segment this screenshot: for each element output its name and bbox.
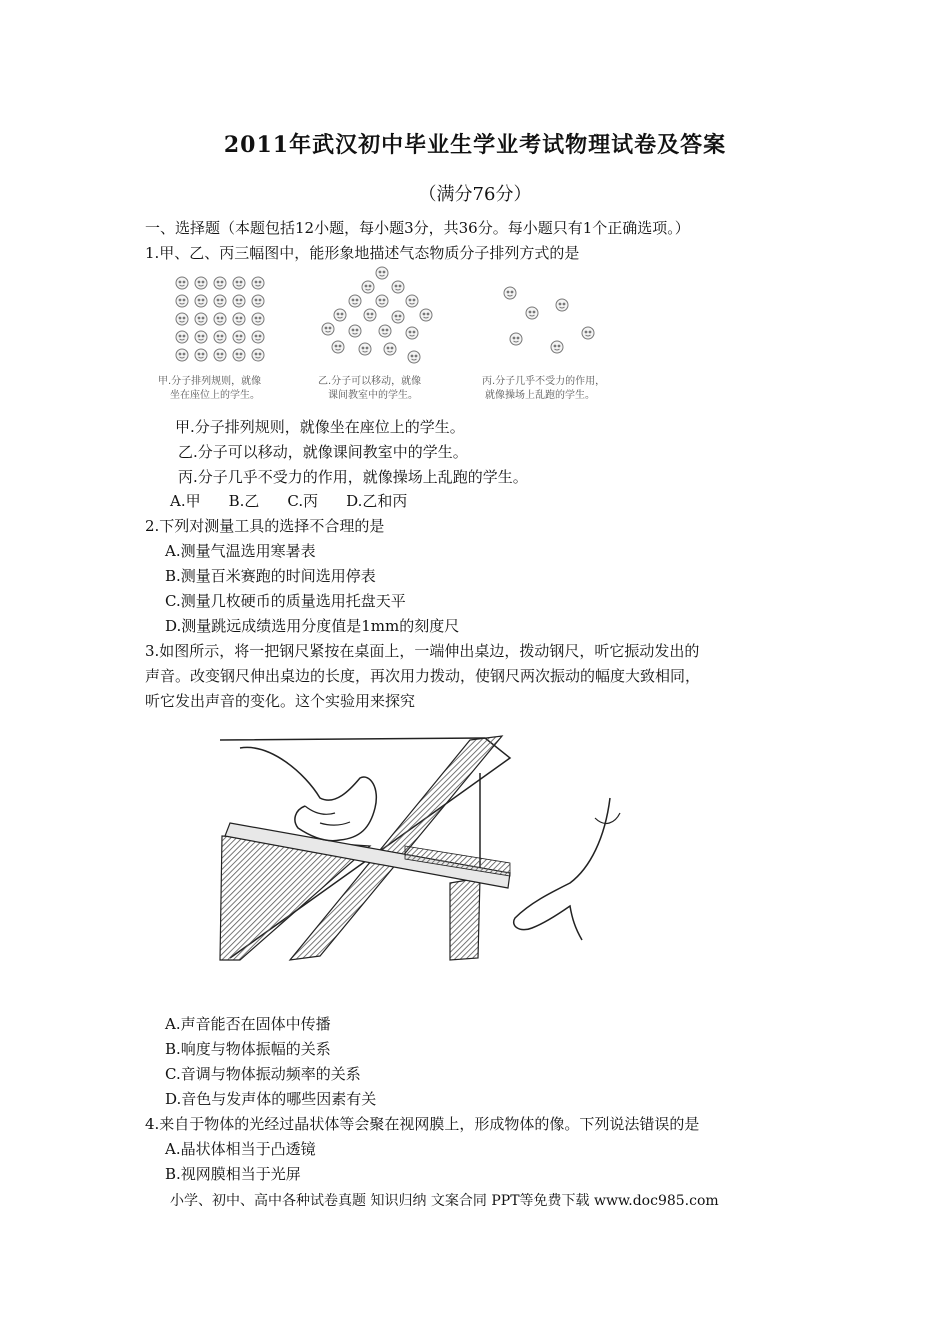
section-heading: 一、选择题（本题包括12小题，每小题3分，共36分。每小题只有1个正确选项。）: [145, 219, 690, 237]
molecule-grid-jia: [176, 277, 264, 361]
molecule-icon: [233, 295, 245, 307]
q3-option-a: A.声音能否在固体中传播: [165, 1015, 331, 1033]
table-leg: [450, 878, 480, 960]
q4-option-b: B.视网膜相当于光屏: [165, 1165, 301, 1183]
molecule-scatter-bing: [504, 287, 594, 353]
molecule-icon: [176, 331, 188, 343]
molecule-icon: [252, 331, 264, 343]
q1-options: [170, 491, 435, 511]
molecule-icon: [334, 309, 346, 321]
molecule-icon: [214, 313, 226, 325]
caption-bing-1: 丙.分子几乎不受力的作用，: [482, 376, 606, 387]
molecule-icon: [526, 307, 538, 319]
molecule-icon: [252, 295, 264, 307]
q2-stem: 2.下列对测量工具的选择不合理的是: [145, 517, 385, 535]
q2-option-a: A.测量气温选用寒暑表: [165, 542, 316, 560]
q2-option-c: C.测量几枚硬币的质量选用托盘天平: [165, 592, 406, 610]
molecule-icon: [195, 349, 207, 361]
molecule-icon: [233, 331, 245, 343]
molecule-icon: [349, 325, 361, 337]
q3-stem-line1: 3.如图所示，将一把钢尺紧按在桌面上，一端伸出桌边，拨动钢尺，听它振动发出的: [145, 642, 700, 660]
molecule-icon: [362, 281, 374, 293]
q1-option-c: C.丙: [287, 492, 319, 510]
q1-option-a: A.甲: [170, 492, 201, 510]
molecule-icon: [252, 313, 264, 325]
q3-option-d: D.音色与发声体的哪些因素有关: [165, 1090, 377, 1108]
molecule-icon: [195, 331, 207, 343]
molecule-icon: [376, 267, 388, 279]
molecule-icon: [420, 309, 432, 321]
molecule-cluster-yi: [322, 267, 432, 363]
page-title: 2011年武汉初中毕业生学业考试物理试卷及答案: [223, 132, 727, 158]
molecule-icon: [252, 277, 264, 289]
molecule-icon: [214, 277, 226, 289]
molecule-icon: [392, 311, 404, 323]
caption-yi-1: 乙.分子可以移动，就像: [318, 376, 422, 387]
molecule-icon: [406, 327, 418, 339]
q3-stem-line3: 听它发出声音的变化。这个实验用来探究: [145, 692, 416, 710]
molecule-icon: [176, 295, 188, 307]
molecule-icon: [582, 327, 594, 339]
molecule-icon: [214, 349, 226, 361]
molecule-icon: [252, 349, 264, 361]
molecule-icon: [233, 277, 245, 289]
molecule-icon: [384, 343, 396, 355]
q4-stem: 4.来自于物体的光经过晶状体等会聚在视网膜上，形成物体的像。下列说法错误的是: [145, 1115, 700, 1133]
q3-option-c: C.音调与物体振动频率的关系: [165, 1065, 361, 1083]
molecule-icon: [504, 287, 516, 299]
molecule-icon: [176, 277, 188, 289]
q3-option-b: B.响度与物体振幅的关系: [165, 1040, 331, 1058]
q3-stem-line2: 声音。改变钢尺伸出桌边的长度，再次用力拨动，使钢尺两次振动的幅度大致相同，: [145, 667, 701, 685]
q1-desc-bing: 丙.分子几乎不受力的作用，就像操场上乱跑的学生。: [178, 468, 528, 486]
molecule-icon: [322, 323, 334, 335]
molecule-icon: [392, 281, 404, 293]
molecule-icon: [176, 313, 188, 325]
ruler-experiment-figure: [210, 728, 640, 973]
caption-bing-2: 就像操场上乱跑的学生。: [485, 390, 595, 401]
q1-option-d: D.乙和丙: [346, 492, 408, 510]
molecule-icon: [176, 349, 188, 361]
molecule-icon: [214, 331, 226, 343]
caption-jia-2: 坐在座位上的学生。: [170, 390, 260, 401]
q1-desc-jia: 甲.分子排列规则，就像坐在座位上的学生。: [175, 418, 465, 436]
molecule-icon: [332, 341, 344, 353]
q2-option-b: B.测量百米赛跑的时间选用停表: [165, 567, 376, 585]
molecule-icon: [408, 351, 420, 363]
molecule-icon: [349, 295, 361, 307]
q2-option-d: D.测量跳远成绩选用分度值是1mm的刻度尺: [165, 617, 460, 635]
caption-yi-2: 课间教室中的学生。: [328, 390, 418, 401]
molecule-icon: [510, 333, 522, 345]
q1-desc-yi: 乙.分子可以移动，就像课间教室中的学生。: [178, 443, 468, 461]
caption-jia-1: 甲.分子排列规则，就像: [158, 376, 262, 387]
page-footer: 小学、初中、高中各种试卷真题 知识归纳 文案合同 PPT等免费下载 www.doc985.com: [170, 1193, 719, 1209]
molecule-figure: [150, 265, 650, 410]
molecule-icon: [359, 343, 371, 355]
molecule-icon: [195, 295, 207, 307]
molecule-icon: [551, 341, 563, 353]
molecule-icon: [195, 277, 207, 289]
q1-stem: 1.甲、乙、丙三幅图中，能形象地描述气态物质分子排列方式的是: [145, 244, 580, 262]
molecule-icon: [556, 299, 568, 311]
hand-pressing-icon: [240, 747, 376, 840]
molecule-icon: [214, 295, 226, 307]
molecule-icon: [406, 295, 418, 307]
molecule-icon: [233, 349, 245, 361]
q1-option-b: B.乙: [228, 492, 260, 510]
molecule-icon: [379, 325, 391, 337]
molecule-icon: [376, 295, 388, 307]
molecule-icon: [195, 313, 207, 325]
q4-option-a: A.晶状体相当于凸透镜: [165, 1140, 316, 1158]
molecule-icon: [364, 309, 376, 321]
page-subtitle: （满分76分）: [418, 184, 532, 205]
molecule-icon: [233, 313, 245, 325]
